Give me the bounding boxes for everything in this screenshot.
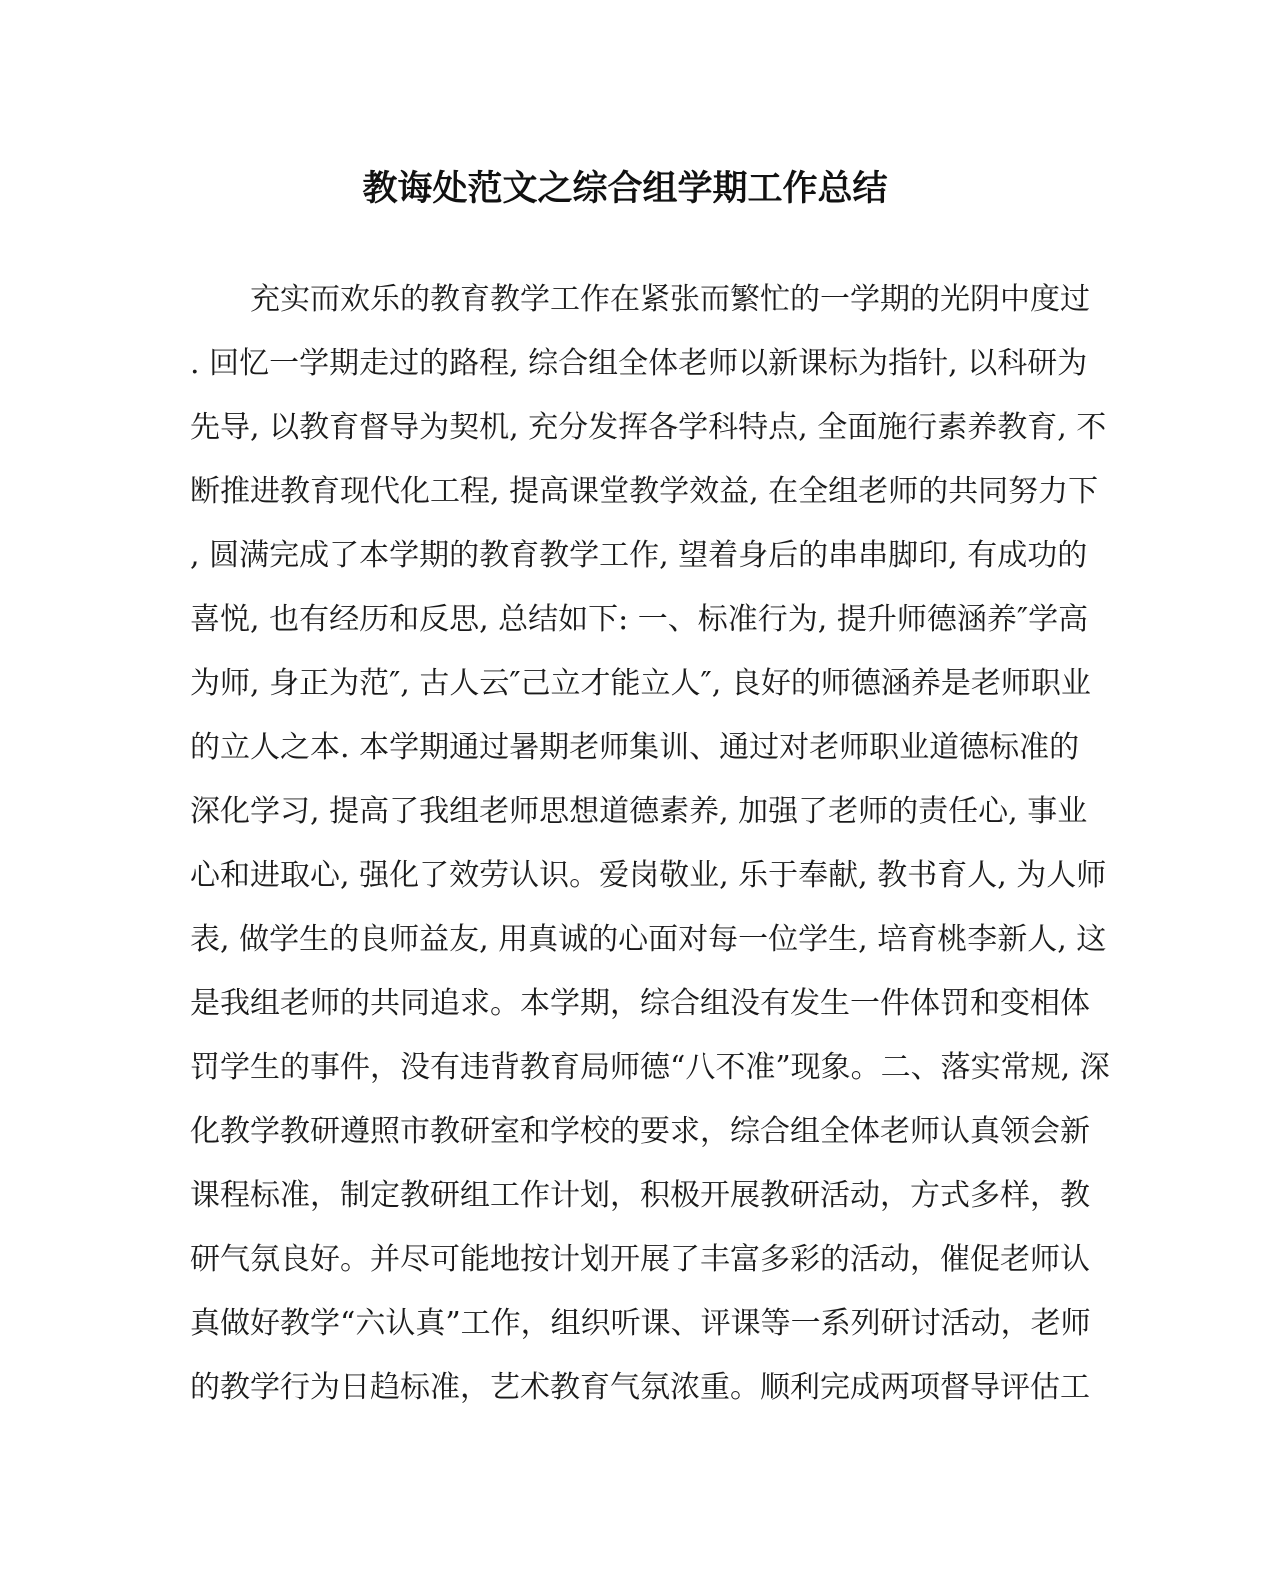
body-line: 心和进取心, 强化了效劳认识。爱岗敬业, 乐于奉献, 教书育人, 为人师 bbox=[190, 858, 1107, 893]
body-line: 为师, 身正为范″, 古人云″己立才能立人″, 良好的师德涵养是老师职业 bbox=[190, 666, 1091, 701]
body-line: 的教学行为日趋标准，艺术教育气氛浓重。顺利完成两项督导评估工 bbox=[190, 1370, 1090, 1405]
body-line: 是我组老师的共同追求。本学期，综合组没有发生一件体罚和变相体 bbox=[190, 986, 1090, 1021]
body-line: , 圆满完成了本学期的教育教学工作, 望着身后的串串脚印, 有成功的 bbox=[190, 538, 1088, 573]
body-line: 深化学习, 提高了我组老师思想道德素养, 加强了老师的责任心, 事业 bbox=[190, 794, 1088, 829]
body-line: 充实而欢乐的教育教学工作在紧张而繁忙的一学期的光阴中度过 bbox=[250, 282, 1090, 317]
body-line: 先导, 以教育督导为契机, 充分发挥各学科特点, 全面施行素养教育, 不 bbox=[190, 410, 1107, 445]
body-line: 课程标准，制定教研组工作计划，积极开展教研活动，方式多样，教 bbox=[190, 1178, 1090, 1213]
document-title: 教诲处范文之综合组学期工作总结 bbox=[362, 168, 888, 209]
body-line: 断推进教育现代化工程, 提高课堂教学效益, 在全组老师的共同努力下 bbox=[190, 474, 1099, 509]
body-line: 罚学生的事件，没有违背教育局师德“八不准”现象。二、落实常规, 深 bbox=[190, 1050, 1110, 1085]
body-line: 研气氛良好。并尽可能地按计划开展了丰富多彩的活动，催促老师认 bbox=[190, 1242, 1090, 1277]
body-line: 喜悦, 也有经历和反思, 总结如下: 一、标准行为, 提升师德涵养″学高 bbox=[190, 602, 1089, 637]
body-line: 化教学教研遵照市教研室和学校的要求，综合组全体老师认真领会新 bbox=[190, 1114, 1090, 1149]
body-line: 真做好教学“六认真”工作，组织听课、评课等一系列研讨活动，老师 bbox=[190, 1306, 1091, 1341]
body-line: 表, 做学生的良师益友, 用真诚的心面对每一位学生, 培育桃李新人, 这 bbox=[190, 922, 1107, 957]
document-body bbox=[190, 276, 1110, 1428]
body-line: 的立人之本. 本学期通过暑期老师集训、通过对老师职业道德标准的 bbox=[190, 730, 1080, 765]
body-line: . 回忆一学期走过的路程, 综合组全体老师以新课标为指针, 以科研为 bbox=[190, 346, 1088, 381]
